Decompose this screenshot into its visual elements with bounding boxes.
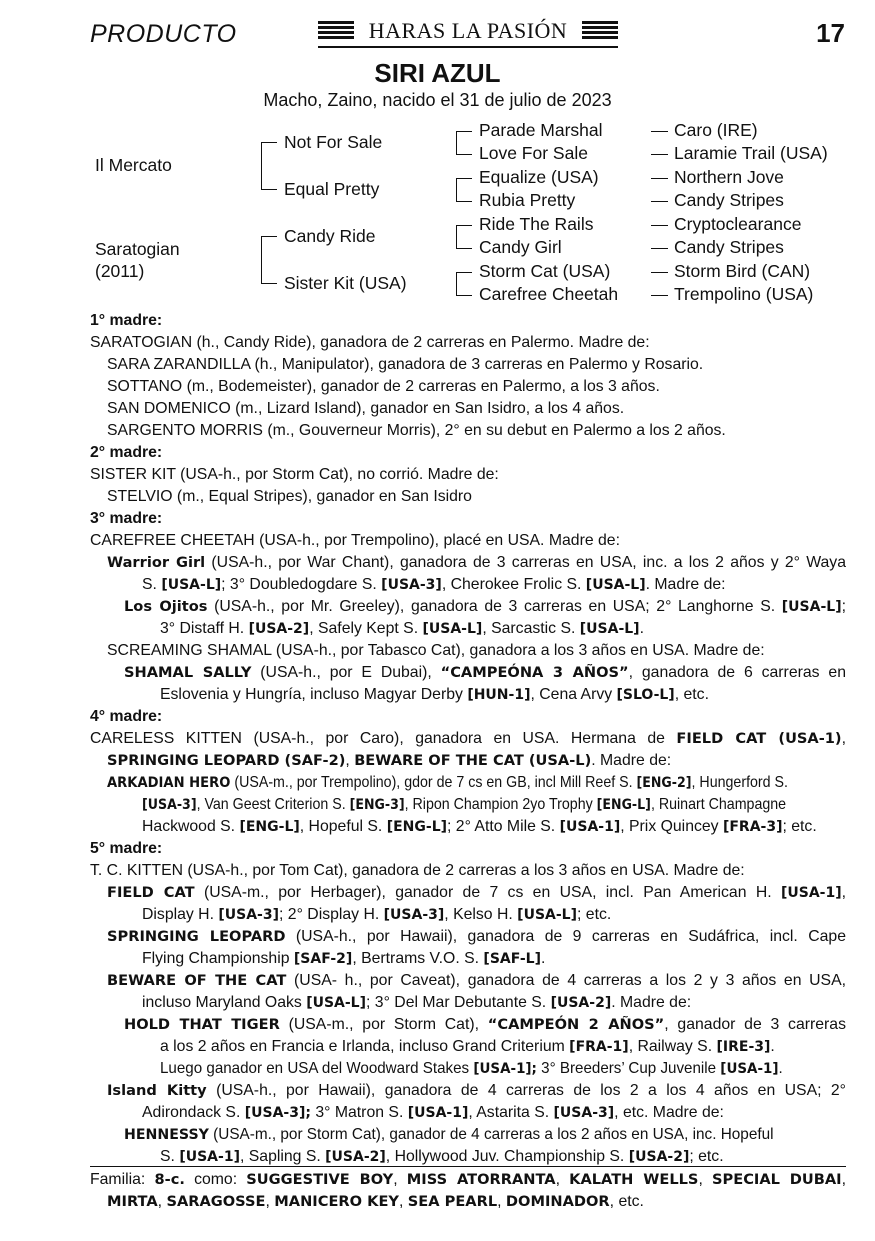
produce-entry-cont: a los 2 años en Francia e Irlanda, incluso Grand Criterium [FRA-1], Railway S. [IRE-3].	[160, 1038, 775, 1055]
produce-entry-cont: S. [USA-1], Sapling S. [USA-2], Hollywood Juv. Championship S. [USA-2]; etc.	[160, 1148, 724, 1165]
family-section	[90, 1169, 846, 1213]
section-heading: 4° madre:	[90, 708, 163, 725]
pedigree-gen3-item: Carefree Cheetah	[479, 284, 619, 304]
dam-entry: CAREFREE CHEETAH (USA-h., por Trempolino), placé en USA. Madre de:	[90, 532, 620, 549]
dam-lines	[90, 310, 846, 1168]
produce-entry-cont: S. [USA-L]; 3° Doubledogdare S. [USA-3], Cherokee Frolic S. [USA-L]. Madre de:	[142, 576, 726, 593]
pedigree-gen4-item: Caro (IRE)	[674, 120, 758, 140]
dam-entry: CARELESS KITTEN (USA-h., por Caro), ganadora en USA. Hermana de FIELD CAT (USA-1),	[90, 730, 846, 747]
pedigree-gen4-item: Trempolino (USA)	[674, 284, 814, 304]
pedigree-gen4-item: Northern Jove	[674, 167, 784, 187]
pedigree-gen4-item: Candy Stripes	[674, 237, 784, 257]
produce-entry: FIELD CAT (USA-m., por Herbager), ganador de 7 cs en USA, incl. Pan American H. [USA-1],	[107, 884, 846, 901]
produce-entry: ARKADIAN HERO (USA-m., por Trempolino), gdor de 7 cs en GB, incl Mill Reef S. [ENG-2], Hungerford S.	[107, 774, 788, 791]
header-title: HARAS LA PASIÓN	[368, 18, 568, 43]
produce-entry: HOLD THAT TIGER (USA-m., por Storm Cat), “CAMPEÓN 2 AÑOS”, ganador de 3 carreras	[124, 1016, 846, 1033]
produce-entry: Warrior Girl (USA-h., por War Chant), ganadora de 3 carreras en USA, inc. a los 2 años y 2° Waya	[107, 554, 846, 571]
pedigree-gen2-item: Candy Ride	[284, 226, 376, 246]
produce-entry: STELVIO (m., Equal Stripes), ganador en San Isidro	[107, 488, 472, 505]
produce-entry-cont: Display H. [USA-3]; 2° Display H. [USA-3], Kelso H. [USA-L]; etc.	[142, 906, 612, 923]
pedigree-gen4-item: Cryptoclearance	[674, 214, 802, 234]
produce-entry: Island Kitty (USA-h., por Hawaii), ganadora de 4 carreras de los 2 a los 4 años en USA; 2°	[107, 1082, 846, 1099]
section-heading: 1° madre:	[90, 312, 163, 329]
produce-entry: Los Ojitos (USA-h., por Mr. Greeley), ganadora de 3 carreras en USA; 2° Langhorne S. [USA-L];	[124, 598, 846, 615]
produce-entry: SARGENTO MORRIS (m., Gouverneur Morris), 2° en su debut en Palermo a los 2 años.	[107, 422, 726, 439]
pedigree-dam-year: (2011)	[95, 261, 145, 281]
produce-entry-cont: Flying Championship [SAF-2], Bertrams V.O. S. [SAF-L].	[142, 950, 546, 967]
produce-entry-cont: Eslovenia y Hungría, incluso Magyar Derby [HUN-1], Cena Arvy [SLO-L], etc.	[160, 686, 709, 703]
dam-entry-cont: SPRINGING LEOPARD (SAF-2), BEWARE OF THE CAT (USA-L). Madre de:	[107, 752, 672, 769]
family-line: Familia: 8-c. como: SUGGESTIVE BOY, MISS ATORRANTA, KALATH WELLS, SPECIAL DUBAI,	[90, 1171, 846, 1188]
pedigree-gen4-item: Laramie Trail (USA)	[674, 143, 828, 163]
pedigree-gen2-item: Equal Pretty	[284, 179, 380, 199]
family-divider	[90, 1166, 846, 1167]
pedigree-gen3-item: Ride The Rails	[479, 214, 594, 234]
header-left-label: PRODUCTO	[90, 20, 237, 48]
family-line: MIRTA, SARAGOSSE, MANICERO KEY, SEA PEARL, DOMINADOR, etc.	[107, 1193, 644, 1210]
pedigree-gen2-item: Sister Kit (USA)	[284, 273, 407, 293]
produce-entry: SHAMAL SALLY (USA-h., por E Dubai), “CAMPEÓNA 3 AÑOS”, ganadora de 6 carreras en	[124, 664, 846, 681]
pedigree-gen3-item: Candy Girl	[479, 237, 562, 257]
pedigree-sire: Il Mercato	[95, 155, 172, 175]
produce-entry-cont: [USA-3], Van Geest Criterion S. [ENG-3], Ripon Champion 2yo Trophy [ENG-L], Ruinart Champagne	[142, 796, 787, 813]
section-heading: 2° madre:	[90, 444, 163, 461]
header-bars-right-icon	[582, 21, 618, 43]
produce-entry: BEWARE OF THE CAT (USA- h., por Caveat), ganadora de 4 carreras a los 2 y 3 años en USA,	[107, 972, 846, 989]
produce-entry: SCREAMING SHAMAL (USA-h., por Tabasco Cat), ganadora a los 3 años en USA. Madre de:	[107, 642, 765, 659]
header-underline	[318, 46, 618, 48]
produce-entry: SOTTANO (m., Bodemeister), ganador de 2 carreras en Palermo, a los 3 años.	[107, 378, 660, 395]
pedigree-gen3-item: Equalize (USA)	[479, 167, 599, 187]
horse-name: SIRI AZUL	[374, 58, 501, 88]
dam-entry: SISTER KIT (USA-h., por Storm Cat), no corrió. Madre de:	[90, 466, 499, 483]
produce-entry: SAN DOMENICO (m., Lizard Island), ganador en San Isidro, a los 4 años.	[107, 400, 625, 417]
produce-entry-cont: incluso Maryland Oaks [USA-L]; 3° Del Mar Debutante S. [USA-2]. Madre de:	[142, 994, 692, 1011]
pedigree-gen3-item: Storm Cat (USA)	[479, 261, 611, 281]
dam-entry: SARATOGIAN (h., Candy Ride), ganadora de 2 carreras en Palermo. Madre de:	[90, 334, 650, 351]
produce-entry-cont: Adirondack S. [USA-3]; 3° Matron S. [USA-1], Astarita S. [USA-3], etc. Madre de:	[142, 1104, 724, 1121]
page-number: 17	[816, 18, 845, 48]
pedigree-gen3-item: Love For Sale	[479, 143, 588, 163]
pedigree-gen2-item: Not For Sale	[284, 132, 383, 152]
pedigree-gen3-item: Parade Marshal	[479, 120, 603, 140]
header-center-logo	[318, 18, 618, 48]
horse-description: Macho, Zaino, nacido el 31 de julio de 2023	[263, 90, 612, 110]
produce-entry-cont: Hackwood S. [ENG-L], Hopeful S. [ENG-L]; 2° Atto Mile S. [USA-1], Prix Quincey [FRA-3]; etc.	[142, 818, 817, 835]
produce-entry: HENNESSY (USA-m., por Storm Cat), ganador de 4 carreras a los 2 años en USA, inc. Hopeful	[124, 1126, 774, 1143]
header-bars-left-icon	[318, 21, 354, 43]
pedigree-gen4-item: Storm Bird (CAN)	[674, 261, 811, 281]
section-heading: 3° madre:	[90, 510, 163, 527]
dam-entry: T. C. KITTEN (USA-h., por Tom Cat), ganadora de 2 carreras a los 3 años en USA. Madre de:	[90, 862, 745, 879]
pedigree-gen4-item: Candy Stripes	[674, 190, 784, 210]
pedigree-gen3-item: Rubia Pretty	[479, 190, 576, 210]
section-heading: 5° madre:	[90, 840, 163, 857]
produce-entry: SARA ZARANDILLA (h., Manipulator), ganadora de 3 carreras en Palermo y Rosario.	[107, 356, 704, 373]
produce-entry: SPRINGING LEOPARD (USA-h., por Hawaii), ganadora de 9 carreras en Sudáfrica, incl. Cape	[107, 928, 846, 945]
pedigree-dam: Saratogian	[95, 239, 180, 259]
produce-entry-cont: Luego ganador en USA del Woodward Stakes [USA-1]; 3° Breeders’ Cup Juvenile [USA-1].	[160, 1060, 783, 1077]
produce-entry-cont: 3° Distaff H. [USA-2], Safely Kept S. [USA-L], Sarcastic S. [USA-L].	[160, 620, 644, 637]
